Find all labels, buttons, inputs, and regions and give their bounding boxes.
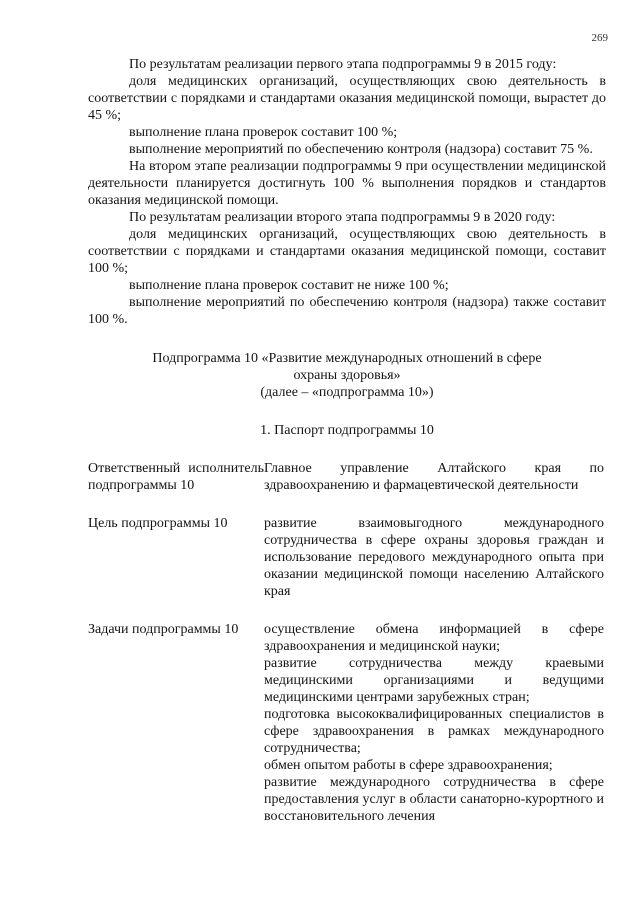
paragraph: доля медицинских организаций, осуществляющих свою деятельность в соответствии с порядками и стандартами оказания медицинской помощи, вырастет до 45 %; — [88, 74, 606, 123]
paragraph: По результатам реализации второго этапа подпрограммы 9 в 2020 году: — [129, 210, 556, 225]
passport-row — [88, 621, 606, 825]
subprogram-title-cont: охраны здоровья» — [293, 368, 401, 383]
paragraph: выполнение плана проверок составит не ниже 100 %; — [129, 278, 449, 293]
passport-label: Цель подпрограммы 10 — [88, 516, 228, 531]
paragraph: выполнение мероприятий по обеспечению контроля (надзора) составит 75 %. — [129, 142, 593, 157]
task-item: развитие международного сотрудничества в сфере предоставления услуг в области санаторно-курортного и восстановительного лечения — [264, 775, 604, 824]
paragraph: доля медицинских организаций, осуществляющих свою деятельность в соответствии с порядками и стандартами оказания медицинской помощи, составит 100 %; — [88, 227, 606, 276]
paragraph: По результатам реализации первого этапа подпрограммы 9 в 2015 году: — [129, 57, 557, 72]
paragraph: выполнение плана проверок составит 100 %; — [129, 125, 398, 140]
task-item: осуществление обмена информацией в сфере здравоохранения и медицинской науки; — [264, 622, 604, 654]
task-item: подготовка высококвалифицированных специалистов в сфере здравоохранения в рамках международного сотрудничества; — [264, 707, 604, 756]
passport-row — [88, 460, 606, 494]
paragraph: выполнение мероприятий по обеспечению контроля (надзора) также составит 100 %. — [88, 295, 606, 327]
task-item: развитие сотрудничества между краевыми медицинскими организациями и ведущими медицинскими центрами зарубежных стран; — [264, 656, 604, 705]
task-item: обмен опытом работы в сфере здравоохранения; — [264, 758, 553, 773]
passport-label: Задачи подпрограммы 10 — [88, 622, 239, 637]
passport-value: развитие взаимовыгодного международного сотрудничества в сфере охраны здоровья граждан и использование передового международного опыта при оказании медицинской помощи населению Алтайского края — [264, 516, 604, 599]
document-body — [88, 56, 606, 825]
subprogram-title: Подпрограмма 10 «Развитие международных отношений в сфере — [152, 351, 542, 366]
paragraph: На втором этапе реализации подпрограммы 9 при осуществлении медицинской деятельности планируется достигнуть 100 % выполнения порядков и стандартов оказания медицинской помощи. — [88, 159, 606, 208]
passport-value-list — [264, 621, 604, 825]
passport-value: Главное управление Алтайского края по здравоохранению и фармацевтической деятельности — [264, 461, 604, 493]
section-title: 1. Паспорт подпрограммы 10 — [260, 423, 434, 438]
passport-label: Ответственный исполнитель подпрограммы 10 — [88, 461, 264, 493]
passport-row — [88, 515, 606, 600]
page-number: 269 — [591, 32, 608, 44]
subprogram-alias: (далее – «подпрограмма 10») — [260, 385, 434, 400]
